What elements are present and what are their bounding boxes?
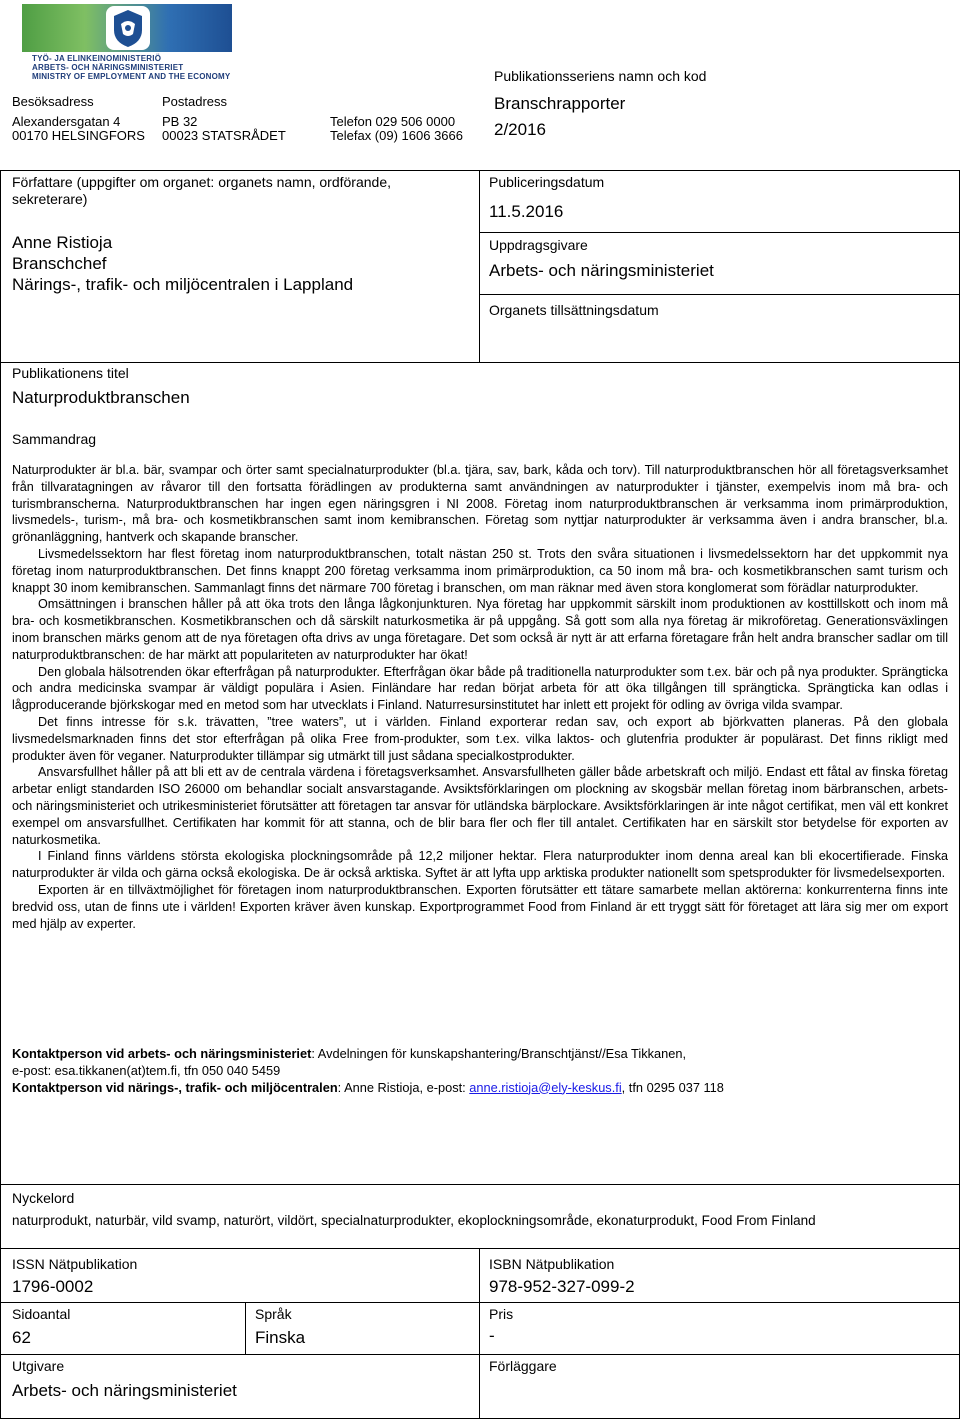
publication-title: Naturproduktbranschen (12, 388, 190, 407)
issn-value: 1796-0002 (12, 1277, 94, 1296)
post-address-label: Postadress (162, 94, 228, 109)
summary-paragraph: Omsättningen i branschen håller på att öka trots den långa lågkonjunkturen. Nya företag har uppkommit särskilt inom produktionen av kosttillskott och inom må bra- och kosmetikbranschen. Kosmetikbranschen och då särskilt naturkosmetika är på uppgång. Så gott som alla nya företag är mikroföretag. Generationsväxlingen inom branschen märks genom att de nya företagen ofta drivs av unga företagare. Det som också är nytt är att erfarna företagare från helt andra branscher sadlar om till naturproduktbranschen: de har märkt att populariteten av naturprodukter har ökat! (12, 597, 948, 662)
pub-date-label: Publiceringsdatum (489, 174, 605, 190)
visit-address-label: Besöksadress (12, 94, 94, 109)
ely-contact-text: : Anne Ristioja, e-post: (337, 1079, 470, 1095)
price-label: Pris (489, 1306, 514, 1322)
summary-paragraph: I Finland finns världens största ekologiska plockningsområde på 12,2 miljoner hektar. Flera naturprodukter inom denna areal kan bli ekocertifierade. Finska naturprodukter är vilda och gärna också ekologiska. De är också arktiska. Syftet är att lyfta upp arktiska produkter nationellt som spetsprodukter för livsmedelsexporten. (12, 849, 948, 881)
divider (0, 362, 960, 363)
ministry-contact-email: e-post: esa.tikkanen(at)tem.fi, tfn 050 040 5459 (12, 1062, 281, 1078)
series-name: Branschrapporter (494, 94, 626, 113)
divider (245, 1302, 246, 1354)
divider (479, 232, 960, 233)
divider (479, 170, 480, 362)
ministry-contact-text: : Avdelningen för kunskapshantering/Branschtjänst//Esa Tikkanen, (311, 1046, 687, 1061)
summary-text (12, 462, 948, 932)
divider (0, 1302, 960, 1303)
issn-label: ISSN Nätpublikation (12, 1256, 138, 1272)
phone-number: Telefon 029 506 0000 (330, 114, 456, 129)
visit-city: 00170 HELSINGFORS (12, 128, 145, 143)
publisher-label: Utgivare (12, 1358, 65, 1374)
pub-date: 11.5.2016 (489, 202, 564, 221)
logo-line-en: MINISTRY OF EMPLOYMENT AND THE ECONOMY (32, 72, 231, 81)
divider (0, 1184, 960, 1185)
pages-value: 62 (12, 1328, 31, 1347)
ministry-contact (12, 1046, 948, 1063)
commissioner-label: Uppdragsgivare (489, 237, 588, 253)
publisher-value: Arbets- och näringsministeriet (12, 1381, 237, 1400)
ministry-logo (22, 4, 232, 82)
ministry-contact-label: Kontaktperson vid arbets- och näringsministeriet (12, 1046, 312, 1061)
post-box: PB 32 (162, 114, 198, 129)
language-value: Finska (255, 1328, 306, 1347)
logo-line-fi: TYÖ- JA ELINKEINOMINISTERIÖ (32, 54, 162, 63)
summary-paragraph: Ansvarsfullhet håller på att bli ett av de centrala värdena i företagsverksamhet. Ansvarsfullheten gäller både arbetskraft och miljö. Endast ett fåtal av finska företag arbetar enligt standarden ISO 26000 om behandlar socialt ansvarstagande. Avsiktsförklaringen om plockning av skogsbär mellan företag inom bärbranschen, arbets- och näringsministeriet och utrikesministeriet förutsätter att företagen tar ansvar för utländska bärplockare. Avsiktsförklaringen är inte något certifikat, men väl ett konkret exempel om ansvarsfullhet. Certifikaten har kommit för att stanna, och de blir bara fler och fler till antalet. Certifikaten har en särskilt stor betydelse för exporten av naturkosmetika. (12, 765, 948, 847)
divider (479, 1248, 480, 1419)
keywords-text: naturprodukt, naturbär, vild svamp, naturört, vildört, specialnaturprodukter, ekoplockningsområde, ekonaturprodukt, Food From Finland (12, 1213, 816, 1228)
fax-number: Telefax (09) 1606 3666 (330, 128, 463, 143)
price-value: - (489, 1326, 495, 1345)
divider (0, 1248, 960, 1249)
lion-crest-icon (106, 6, 150, 50)
series-code: 2/2016 (494, 120, 546, 139)
author-org: Närings-, trafik- och miljöcentralen i Lappland (12, 275, 354, 294)
summary-paragraph: Den globala hälsotrenden ökar efterfrågan på naturprodukter. Efterfrågan ökar både på traditionella naturprodukter som t.ex. bär och på nya produkter. Sprängticka och andra medicinska svampar är väldigt populära i Asien. Finländare har redan börjat arbeta för att öka tillgången till sprängticka. Sprängticka kan odlas i lågproducerande björkskogar med en metod som har utvecklats i Finland. Naturresursinstitutet har inlett ett projekt för odling av övriga vilda svampar. (12, 664, 948, 713)
ely-contact (12, 1080, 948, 1097)
post-city: 00023 STATSRÅDET (162, 128, 286, 143)
divider (479, 294, 960, 295)
author-role: Branschchef (12, 254, 107, 273)
author-label: Författare (uppgifter om organet: organets namn, ordförande, (12, 174, 391, 190)
summary-paragraph: Livsmedelssektorn har flest företag inom naturproduktbranschen, totalt nästan 250 st. Trots den svåra situationen i livsmedelssektorn har det uppkommit nya företag inom naturproduktbranschen. Det finns knappt 200 företag verksamma inom primärproduktion, ca 50 inom må bra- och kosmetikbranschen samt turism och knappt 30 inom kemibranschen. Sammanlagt finns det närmare 700 företag i branschen, om man räknar med även stora konglomerat som förädlar naturprodukter. (12, 546, 948, 595)
isbn-value: 978-952-327-099-2 (489, 1277, 635, 1296)
logo-line-sv: ARBETS- OCH NÄRINGSMINISTERIET (32, 63, 184, 72)
language-label: Språk (255, 1306, 292, 1322)
ely-email-link[interactable]: anne.ristioja@ely-keskus.fi (469, 1079, 622, 1095)
summary-paragraph: Exporten är en tillväxtmöjlighet för företagen inom naturproduktbranschen. Exporten förutsätter ett tätare samarbete mellan aktörerna: konkurrenterna finns inte bredvid oss, utan de finns ute i världen! Exporten kräver även kunskap. Exportprogrammet Food from Finland är ett tryggt sätt för företaget att lära sig mer om export med hjälp av experter. (12, 882, 948, 931)
title-label: Publikationens titel (12, 365, 129, 381)
isbn-label: ISBN Nätpublikation (489, 1256, 615, 1272)
keywords-label: Nyckelord (12, 1190, 75, 1206)
pages-label: Sidoantal (12, 1306, 71, 1322)
summary-paragraph: Naturprodukter är bl.a. bär, svampar och örter samt specialnaturprodukter (bl.a. tjära, sav, bark, kåda och torv). Till naturproduktbranschen hör all företagsverksamhet från tillvaratagningen av råvaror till den fortsatta förädlingen av produkterna samt användningen av naturprodukter i tjänster, exempelvis inom må bra- och turismbranscherna. Naturproduktbranschen har ingen egen näringsgren i NI 2008. Företag inom naturproduktbranschen är verksamma inom primärproduktion, livsmedels-, turism-, må bra- och kosmetikbranschen samt inom kemibranschen. Företag som nyttjar naturprodukter är verksamma även i andra branscher, bl.a. grönanläggning, hantverk och skapande branscher. (12, 463, 948, 545)
summary-label: Sammandrag (12, 431, 97, 447)
contact-block (12, 1046, 948, 1096)
author-name: Anne Ristioja (12, 233, 113, 252)
ely-contact-phone: , tfn 0295 037 118 (621, 1079, 724, 1095)
ely-contact-label: Kontaktperson vid närings-, trafik- och miljöcentralen (12, 1079, 338, 1095)
divider (0, 1354, 960, 1355)
visit-street: Alexandersgatan 4 (12, 114, 121, 129)
org-date-label: Organets tillsättningsdatum (489, 302, 659, 318)
distributor-label: Förläggare (489, 1358, 557, 1374)
author-label-cont: sekreterare) (12, 191, 88, 207)
commissioner: Arbets- och näringsministeriet (489, 261, 714, 280)
series-label: Publikationsseriens namn och kod (494, 68, 707, 84)
summary-paragraph: Det finns intresse för s.k. trävatten, ”tree waters”, ut i världen. Finland exporterar redan sav, och export ab björkvatten planeras. På den globala livsmedelsmarknaden finns det stor efterfrågan på olika Free from-produkter, som t.ex. vilka laktos- och glutenfria produkter är populärast. Det finns rikligt med produkter även för veganer. Naturprodukter tillämpar sig utmärkt till just sådana specialkostprodukter. (12, 714, 948, 763)
